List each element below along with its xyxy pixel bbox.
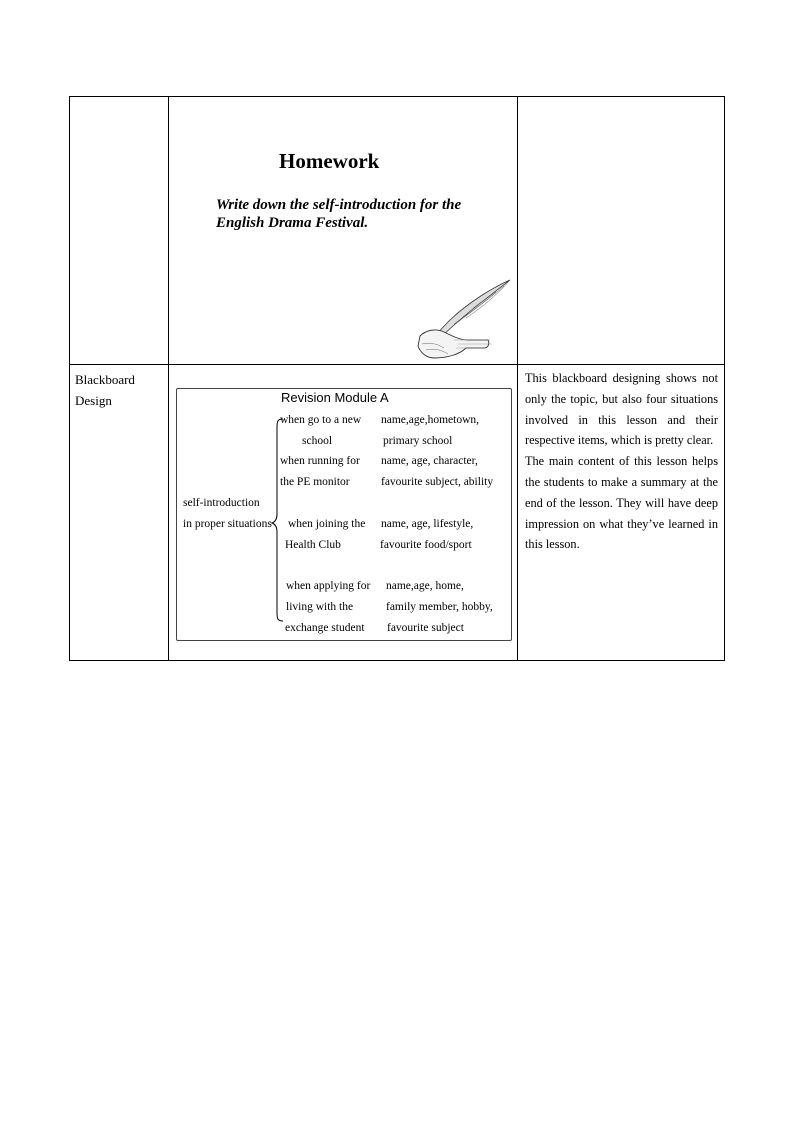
details-4-line2: family member, hobby, — [386, 601, 493, 613]
situation-2-line2: the PE monitor — [280, 476, 350, 488]
homework-instruction-line2: English Drama Festival. — [216, 215, 369, 231]
table-col-divider-2 — [517, 96, 518, 661]
design-description — [525, 368, 718, 555]
situation-4-line1: when applying for — [286, 580, 371, 592]
description-paragraph-1: This blackboard designing shows not only the topic, but also four situations involved in this lesson and their respective items, which is pretty clear. — [525, 371, 718, 448]
details-1-line2: primary school — [383, 435, 453, 447]
details-4-line3: favourite subject — [387, 622, 464, 634]
table-border-right — [724, 96, 725, 661]
details-2-line2: favourite subject, ability — [381, 476, 494, 488]
details-3-line1: name, age, lifestyle, — [381, 518, 474, 530]
details-4-line1: name,age, home, — [386, 580, 464, 592]
situation-3-line1: when joining the — [288, 518, 366, 530]
details-3-line2: favourite food/sport — [380, 539, 472, 551]
homework-instruction — [216, 196, 486, 232]
quill-pen-icon — [414, 278, 514, 360]
curly-brace — [271, 418, 285, 622]
situation-4-line3: exchange student — [285, 622, 365, 634]
homework-title: Homework — [279, 149, 380, 173]
center-topic-line2: in proper situations — [183, 518, 272, 530]
row-label-blackboard-design: Blackboard Design — [75, 372, 135, 408]
description-paragraph-2: The main content of this lesson helps the students to make a summary at the end of the lesson. They will have deep impression on what they’ve learned in this lesson. — [525, 454, 718, 552]
situation-2-line1: when running for — [280, 455, 360, 467]
details-2-line1: name, age, character, — [381, 455, 478, 467]
table-col-divider-1 — [168, 96, 169, 661]
homework-instruction-line1: Write down the self-introduction for the — [216, 197, 462, 213]
situation-1-line2: school — [302, 435, 333, 447]
situation-3-line2: Health Club — [285, 539, 341, 551]
situation-1-line1: when go to a new — [280, 414, 362, 426]
table-border-left — [69, 96, 70, 661]
center-topic-line1: self-introduction — [183, 497, 260, 509]
details-1-line1: name,age,hometown, — [381, 414, 480, 426]
blackboard-title: Revision Module A — [281, 390, 389, 405]
situation-4-line2: living with the — [286, 601, 354, 613]
